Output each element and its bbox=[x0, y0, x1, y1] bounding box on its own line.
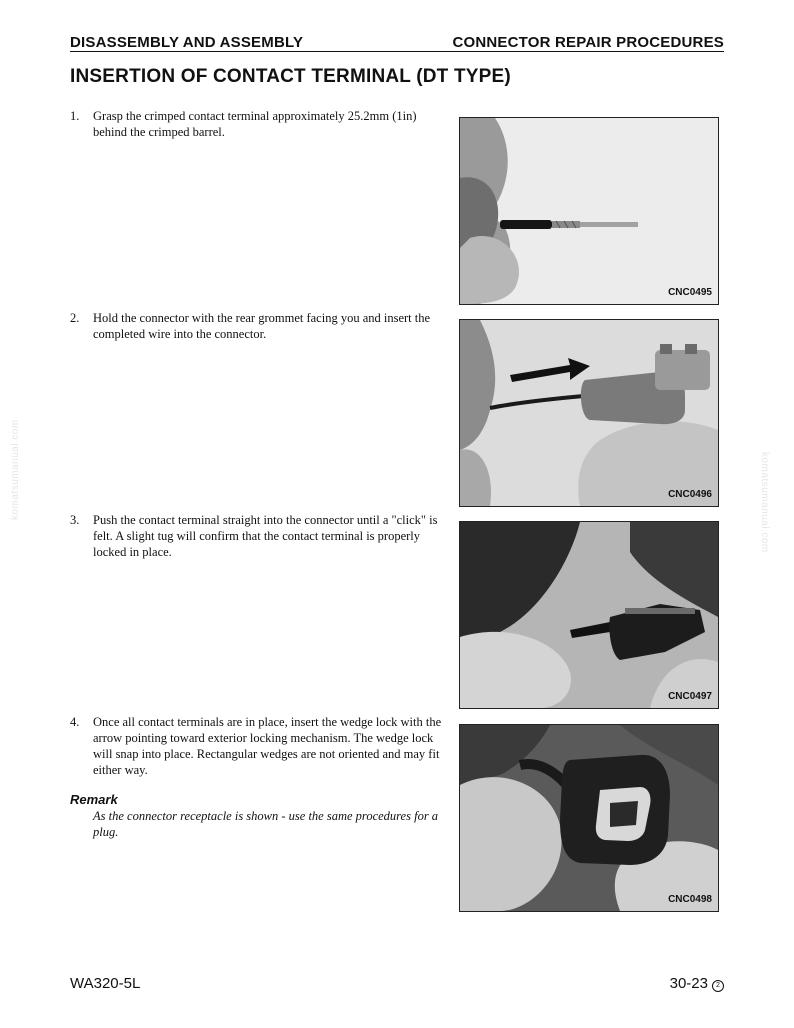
page-title: INSERTION OF CONTACT TERMINAL (DT TYPE) bbox=[70, 66, 511, 87]
footer-model: WA320-5L bbox=[70, 975, 141, 992]
figure-crimped-terminal-image bbox=[460, 118, 718, 304]
page-number: 30-23 bbox=[669, 975, 708, 992]
figure-caption: CNC0496 bbox=[668, 489, 712, 500]
header-chapter-title: CONNECTOR REPAIR PROCEDURES bbox=[452, 34, 724, 51]
figure-insert-wire-image bbox=[460, 320, 718, 506]
step-text: Grasp the crimped contact terminal approximately 25.2mm (1in) behind the crimped barrel. bbox=[93, 109, 417, 139]
remark-heading: Remark bbox=[70, 792, 118, 807]
step-number: 2. bbox=[70, 311, 80, 325]
step-text: Hold the connector with the rear grommet facing you and insert the completed wire into the connector. bbox=[93, 311, 431, 341]
step-1 bbox=[70, 108, 442, 140]
watermark-right: komatsumanual.com bbox=[759, 452, 770, 553]
step-number: 4. bbox=[70, 715, 80, 729]
figure-wedge-lock-image bbox=[460, 725, 718, 911]
revision-badge: 2 bbox=[712, 980, 724, 992]
step-text: Once all contact terminals are in place, insert the wedge lock with the arrow pointing toward exterior locking mechanism. The wedge lock will snap into place. Rectangular wedges are not oriented and may fit either way. bbox=[93, 715, 442, 777]
step-number: 3. bbox=[70, 513, 80, 527]
remark-text: As the connector receptacle is shown - use the same procedures for a plug. bbox=[93, 809, 439, 839]
step-text: Push the contact terminal straight into the connector until a "click" is felt. A slight tug will confirm that the contact terminal is properly locked in place. bbox=[93, 513, 438, 559]
header-section-title: DISASSEMBLY AND ASSEMBLY bbox=[70, 34, 304, 51]
step-number: 1. bbox=[70, 109, 80, 123]
watermark-left: komatsumanual.com bbox=[10, 419, 21, 520]
step-4 bbox=[70, 714, 442, 778]
figure-caption: CNC0497 bbox=[668, 691, 712, 702]
step-3 bbox=[70, 512, 442, 560]
figure-caption: CNC0495 bbox=[668, 287, 712, 298]
figure-insert-wire bbox=[459, 319, 719, 507]
figure-crimped-terminal bbox=[459, 117, 719, 305]
figure-caption: CNC0498 bbox=[668, 894, 712, 905]
figure-push-terminal bbox=[459, 521, 719, 709]
header-divider bbox=[70, 51, 724, 52]
footer-page bbox=[670, 975, 724, 992]
figure-push-terminal-image bbox=[460, 522, 718, 708]
step-2 bbox=[70, 310, 442, 342]
figure-wedge-lock bbox=[459, 724, 719, 912]
